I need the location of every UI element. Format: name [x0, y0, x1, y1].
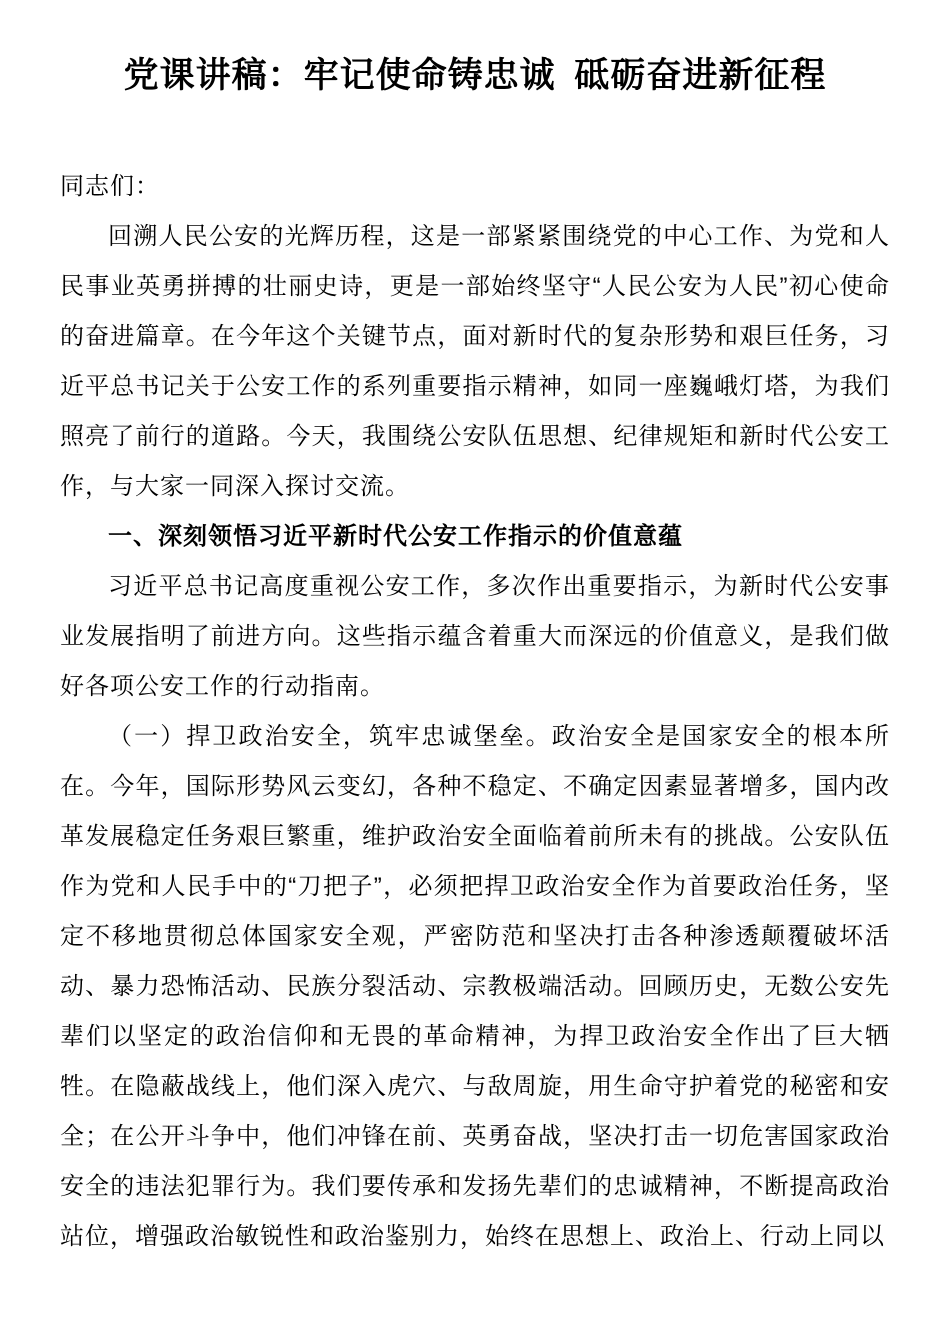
body-paragraph: 回溯人民公安的光辉历程，这是一部紧紧围绕党的中心工作、为党和人民事业英勇拼搏的壮丽史诗，更是一部始终坚守“人民公安为人民”初心使命的奋进篇章。在今年这个关键节点，面对新时代的复杂形势和艰巨任务，习近平总书记关于公安工作的系列重要指示精神，如同一座巍峨灯塔，为我们照亮了前行的道路。今天，我围绕公安队伍思想、纪律规矩和新时代公安工作，与大家一同深入探讨交流。: [60, 223, 890, 500]
body-paragraph: （一）捍卫政治安全，筑牢忠诚堡垒。政治安全是国家安全的根本所在。今年，国际形势风云变幻，各种不稳定、不确定因素显著增多，国内改革发展稳定任务艰巨繁重，维护政治安全面临着前所未有的挑战。公安队伍作为党和人民手中的“刀把子”，必须把捍卫政治安全作为首要政治任务，坚定不移地贯彻总体国家安全观，严密防范和坚决打击各种渗透颠覆破坏活动、暴力恐怖活动、民族分裂活动、宗教极端活动。回顾历史，无数公安先辈们以坚定的政治信仰和无畏的革命精神，为捍卫政治安全作出了巨大牺牲。在隐蔽战线上，他们深入虎穴、与敌周旋，用生命守护着党的秘密和安全；在公开斗争中，他们冲锋在前、英勇奋战，坚决打击一切危害国家政治安全的违法犯罪行为。我们要传承和发扬先辈们的忠诚精神，不断提高政治站位，增强政治敏锐性和政治鉴别力，始终在思想上、政治上、行动上同以: [60, 723, 890, 1250]
body-paragraph: 习近平总书记高度重视公安工作，多次作出重要指示，为新时代公安事业发展指明了前进方向。这些指示蕴含着重大而深远的价值意义，是我们做好各项公安工作的行动指南。: [60, 573, 890, 700]
salutation: 同志们：: [60, 173, 160, 200]
document-body: [60, 212, 890, 1262]
document-title: 党课讲稿：牢记使命铸忠诚 砥砺奋进新征程: [123, 56, 827, 95]
section-heading: 一、深刻领悟习近平新时代公安工作指示的价值意蕴: [108, 523, 683, 550]
